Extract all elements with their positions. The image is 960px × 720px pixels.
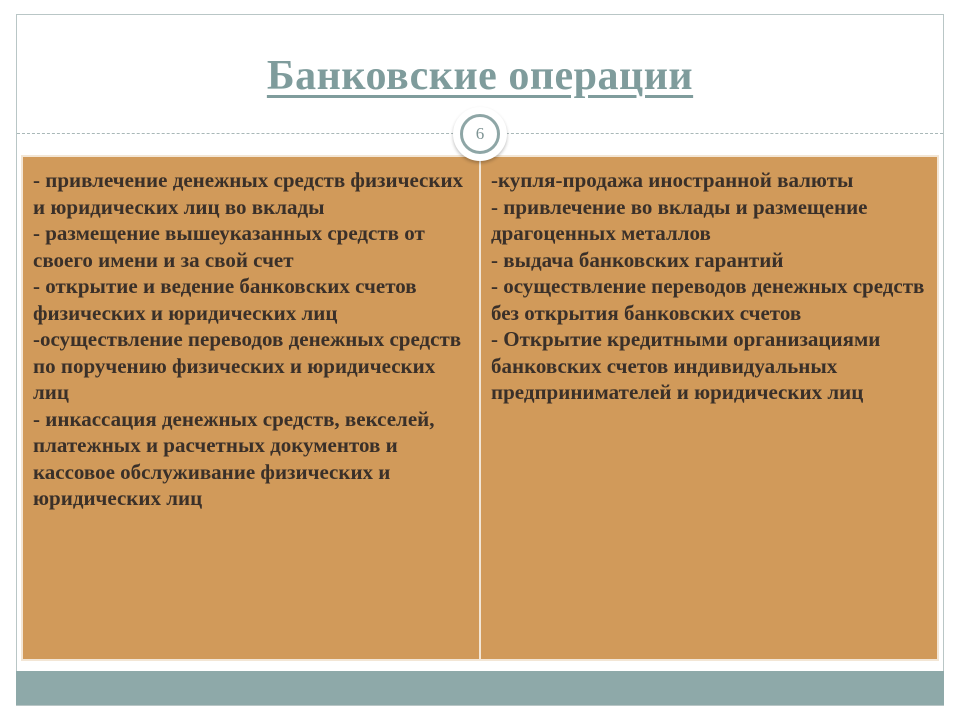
left-item: - размещение вышеуказанных средств от своего имени и за свой счет [33, 221, 425, 272]
left-item: -осуществление переводов денежных средств по поручению физических и юридических лиц [33, 327, 462, 404]
right-item: - выдача банковских гарантий [491, 247, 784, 272]
right-item: - осуществление переводов денежных средств без открытия банковских счетов [491, 274, 925, 325]
right-item: - привлечение во вклады и размещение драгоценных металлов [491, 194, 868, 245]
slide-title: Банковские операции [266, 53, 694, 99]
bottom-bar [16, 671, 944, 705]
page-number: 6 [460, 114, 500, 154]
left-column [23, 157, 481, 659]
left-item: - привлечение денежных средств физических и юридических лиц во вклады [33, 168, 464, 219]
right-column [481, 157, 937, 659]
right-item: -купля-продажа иностранной валюты [491, 168, 854, 192]
left-item: - открытие и ведение банковских счетов физических и юридических лиц [33, 274, 417, 325]
right-item: - Открытие кредитными организациями банковских счетов индивидуальных предпринимателей и юридических лиц [491, 327, 881, 404]
operations-table [21, 155, 939, 661]
page-number-badge [453, 107, 507, 161]
left-item: - инкассация денежных средств, векселей, платежных и расчетных документов и кассовое обслуживание физических и юридических лиц [33, 406, 435, 510]
